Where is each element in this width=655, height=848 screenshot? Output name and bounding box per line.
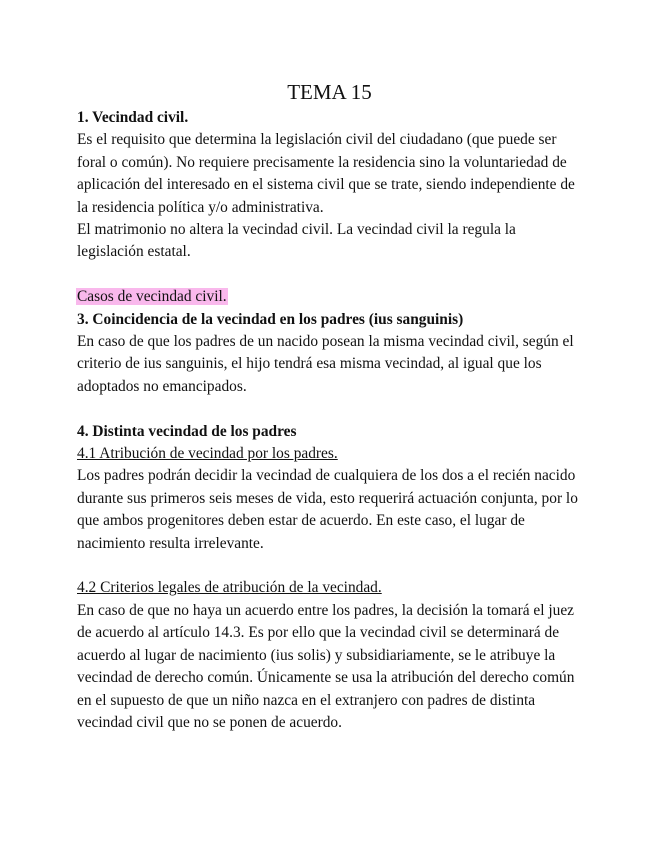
section-4-2-paragraph: En caso de que no haya un acuerdo entre los padres, la decisión la tomará el juez de acuerdo al artículo 14.3. Es por ello que la vecindad civil se determinará de acuerdo al lugar de nacimiento (ius solis) y subsidiariamente, se le atribuye la vecindad de derecho común. Únicamente se usa la atribución del derecho común en el supuesto de que un niño nazca en el extranjero con padres de distinta vecindad civil que no se ponen de acuerdo.: [77, 601, 575, 731]
section-1-heading: 1. Vecindad civil.: [77, 109, 189, 126]
section-4-1-subheading: 4.1 Atribución de vecindad por los padres.: [77, 445, 338, 463]
section-1-paragraph-1: Es el requisito que determina la legislación civil del ciudadano (que puede ser foral o común). No requiere precisamente la residencia sino la voluntariedad de aplicación del interesado en el sistema civil que se trate, siendo independiente de la residencia política y/o administrativa.: [77, 131, 575, 216]
document-page: [77, 78, 582, 734]
spacer: [77, 555, 582, 577]
document-title: TEMA 15: [287, 80, 372, 104]
casos-label-line: [77, 286, 582, 308]
section-1-paragraph-2: El matrimonio no altera la vecindad civil. La vecindad civil la regula la legislación estatal.: [77, 221, 516, 261]
spacer: [77, 398, 582, 420]
section-4-2-subheading: 4.2 Criterios legales de atribución de la vecindad.: [77, 579, 382, 597]
spacer: [77, 264, 582, 286]
section-4-1-paragraph: Los padres podrán decidir la vecindad de cualquiera de los dos a el recién nacido durante sus primeros seis meses de vida, esto requerirá actuación conjunta, por lo que ambos progenitores deben estar de acuerdo. En este caso, el lugar de nacimiento resulta irrelevante.: [77, 467, 578, 552]
section-3-paragraph: En caso de que los padres de un nacido posean la misma vecindad civil, según el criterio de ius sanguinis, el hijo tendrá esa misma vecindad, al igual que los adoptados no emancipados.: [77, 333, 574, 395]
section-3-heading: 3. Coincidencia de la vecindad en los padres (ius sanguinis): [77, 310, 464, 328]
casos-highlight-label: Casos de vecindad civil.: [77, 288, 227, 306]
section-4-heading: 4. Distinta vecindad de los padres: [77, 422, 297, 440]
